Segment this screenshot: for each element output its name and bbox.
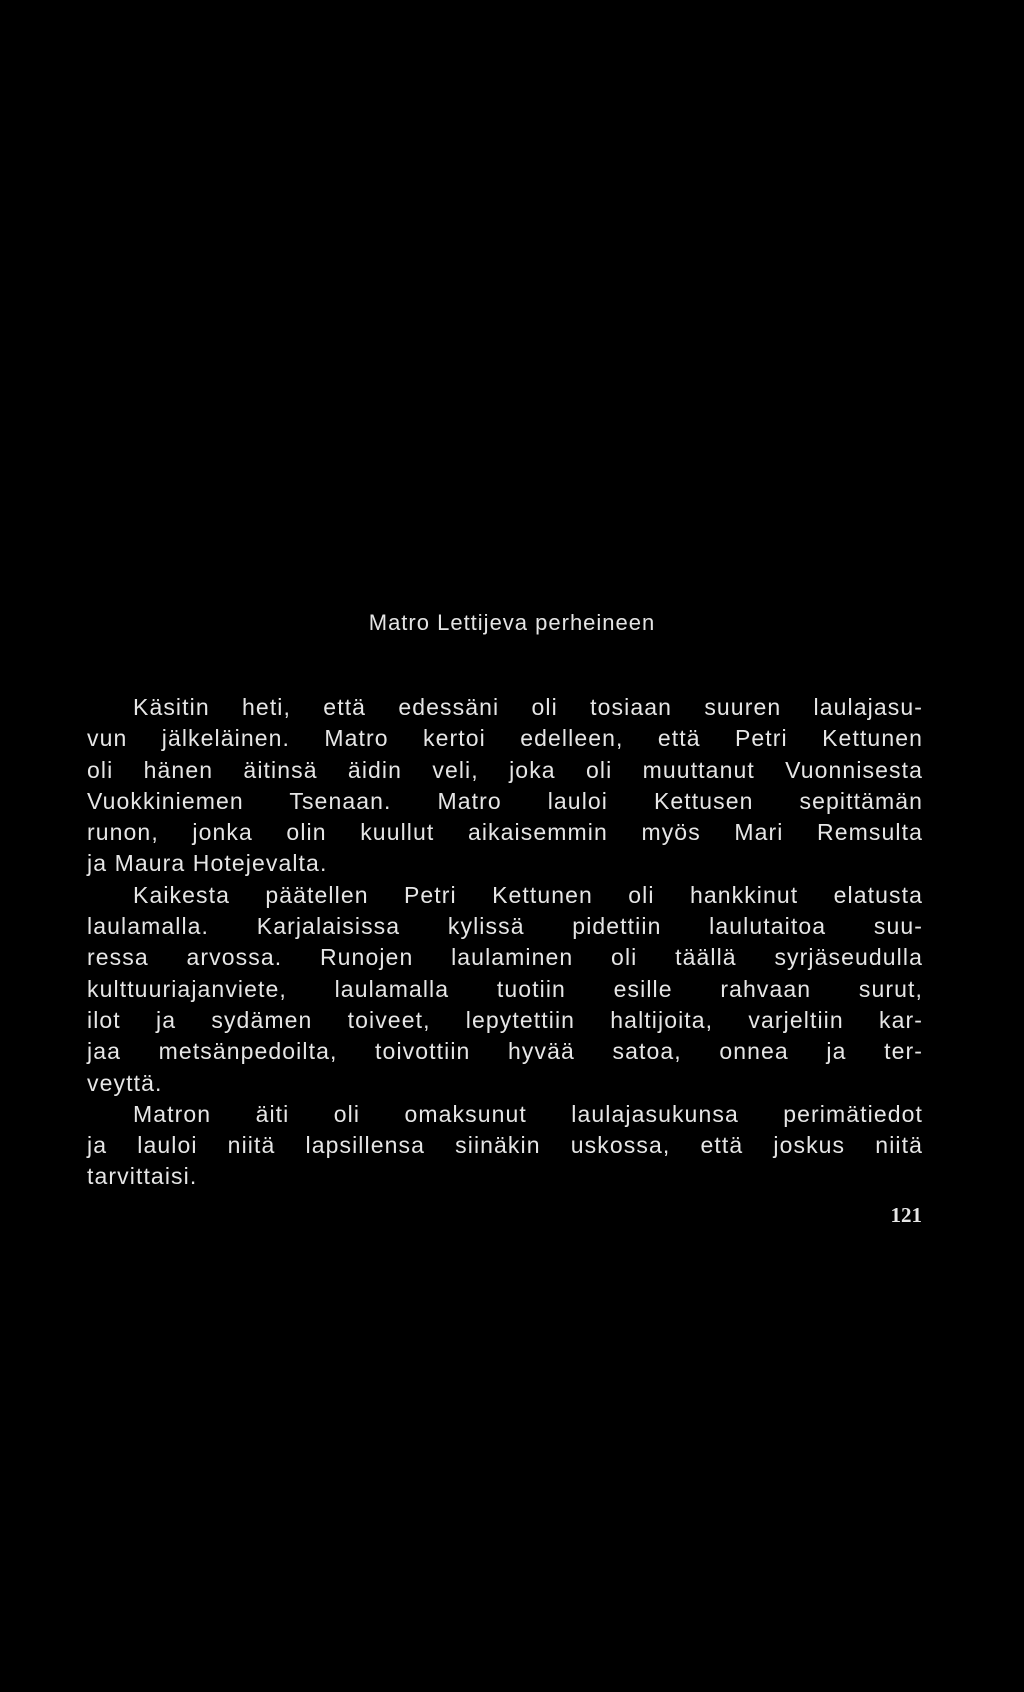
text-line: oli hänen äitinsä äidin veli, joka oli muuttanut Vuonnisesta	[87, 756, 923, 783]
text-line: kulttuuriajanviete, laulamalla tuotiin esille rahvaan surut,	[87, 975, 923, 1002]
text-line: ja Maura Hotejevalta.	[87, 850, 328, 877]
body-text	[87, 692, 923, 1193]
text-line: tarvittaisi.	[87, 1163, 198, 1190]
text-line: Matron äiti oli omaksunut laulajasukunsa perimätiedot	[133, 1100, 923, 1127]
text-line: jaa metsänpedoilta, toivottiin hyvää satoa, onnea ja ter-	[87, 1038, 923, 1065]
page-number: 121	[890, 1203, 922, 1227]
text-line: Vuokkiniemen Tsenaan. Matro lauloi Kettusen sepittämän	[87, 787, 923, 814]
text-line: runon, jonka olin kuullut aikaisemmin myös Mari Remsulta	[87, 819, 923, 846]
text-line: ressa arvossa. Runojen laulaminen oli täällä syrjäseudulla	[87, 944, 923, 971]
text-line: vun jälkeläinen. Matro kertoi edelleen, että Petri Kettunen	[87, 725, 923, 752]
text-line: laulamalla. Karjalaisissa kylissä pidettiin laulutaitoa suu-	[87, 913, 923, 940]
text-line: Kaikesta päätellen Petri Kettunen oli hankkinut elatusta	[133, 881, 923, 908]
running-head: Matro Lettijeva perheineen	[368, 610, 656, 635]
text-line: ja lauloi niitä lapsillensa siinäkin uskossa, että joskus niitä	[87, 1132, 923, 1159]
text-line: veyttä.	[87, 1069, 163, 1096]
text-line: ilot ja sydämen toiveet, lepytettiin haltijoita, varjeltiin kar-	[87, 1006, 923, 1033]
text-line: Käsitin heti, että edessäni oli tosiaan suuren laulajasu-	[133, 694, 923, 720]
